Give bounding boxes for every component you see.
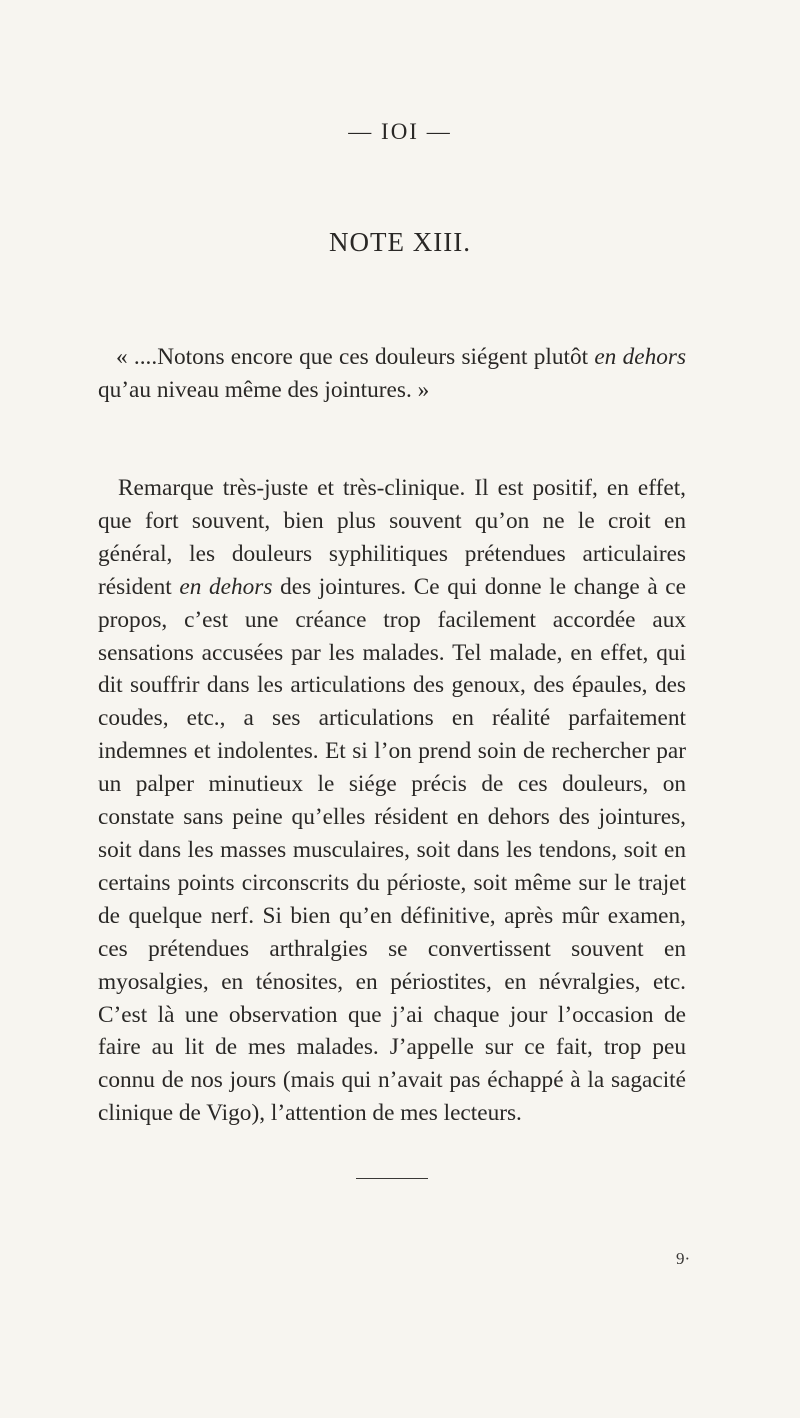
page-number: — IOI —: [348, 119, 452, 144]
commentary-paragraph: [98, 472, 686, 1130]
quote-close-text: qu’au niveau même des jointures. »: [98, 376, 430, 403]
paragraph-emphasis: en dehors: [179, 573, 273, 600]
note-title: NOTE XIII.: [329, 227, 471, 257]
paragraph-text-part-2: des jointures. Ce qui donne le change à ce propos, c’est une créance trop facilement accordée aux sensations accusées par les malades. Tel malade, en effet, qui dit souffrir dans les articulations des genoux, des épaules, des coudes, etc., a ses articulations en réalité parfaitement indemnes et indolentes. Et si l’on prend soin de rechercher par un palper minutieux le siége précis de ces douleurs, on constate sans peine qu’elles résident en dehors des jointures, soit dans les masses musculaires, soit dans les tendons, soit en certains points circonscrits du périoste, soit même sur le trajet de quelque nerf. Si bien qu’en définitive, après mûr examen, ces prétendues arthralgies se convertissent souvent en myosalgies, en ténosites, en périostites, en névralgies, etc. C’est là une observation que j’ai chaque jour l’occasion de faire au lit de mes malades. J’appelle sur ce fait, trop peu connu de nos jours (mais qui n’avait pas échappé à la sagacité clinique de Vigo), l’attention de mes lecteurs.: [98, 573, 686, 1127]
quoted-passage: [98, 341, 686, 407]
paragraph-text-part-1: Remarque très-juste et très-clinique. Il est positif, en effet, que fort souvent, bien plus souvent qu’on ne le croit en général, les douleurs syphilitiques prétendues articulaires résident: [98, 475, 686, 600]
signature-mark: 9·: [676, 1249, 691, 1268]
quote-open-text: « ....Notons encore que ces douleurs siégent plutôt: [116, 344, 595, 370]
quote-emphasis: en dehors: [594, 344, 687, 370]
section-divider: [356, 1178, 428, 1179]
